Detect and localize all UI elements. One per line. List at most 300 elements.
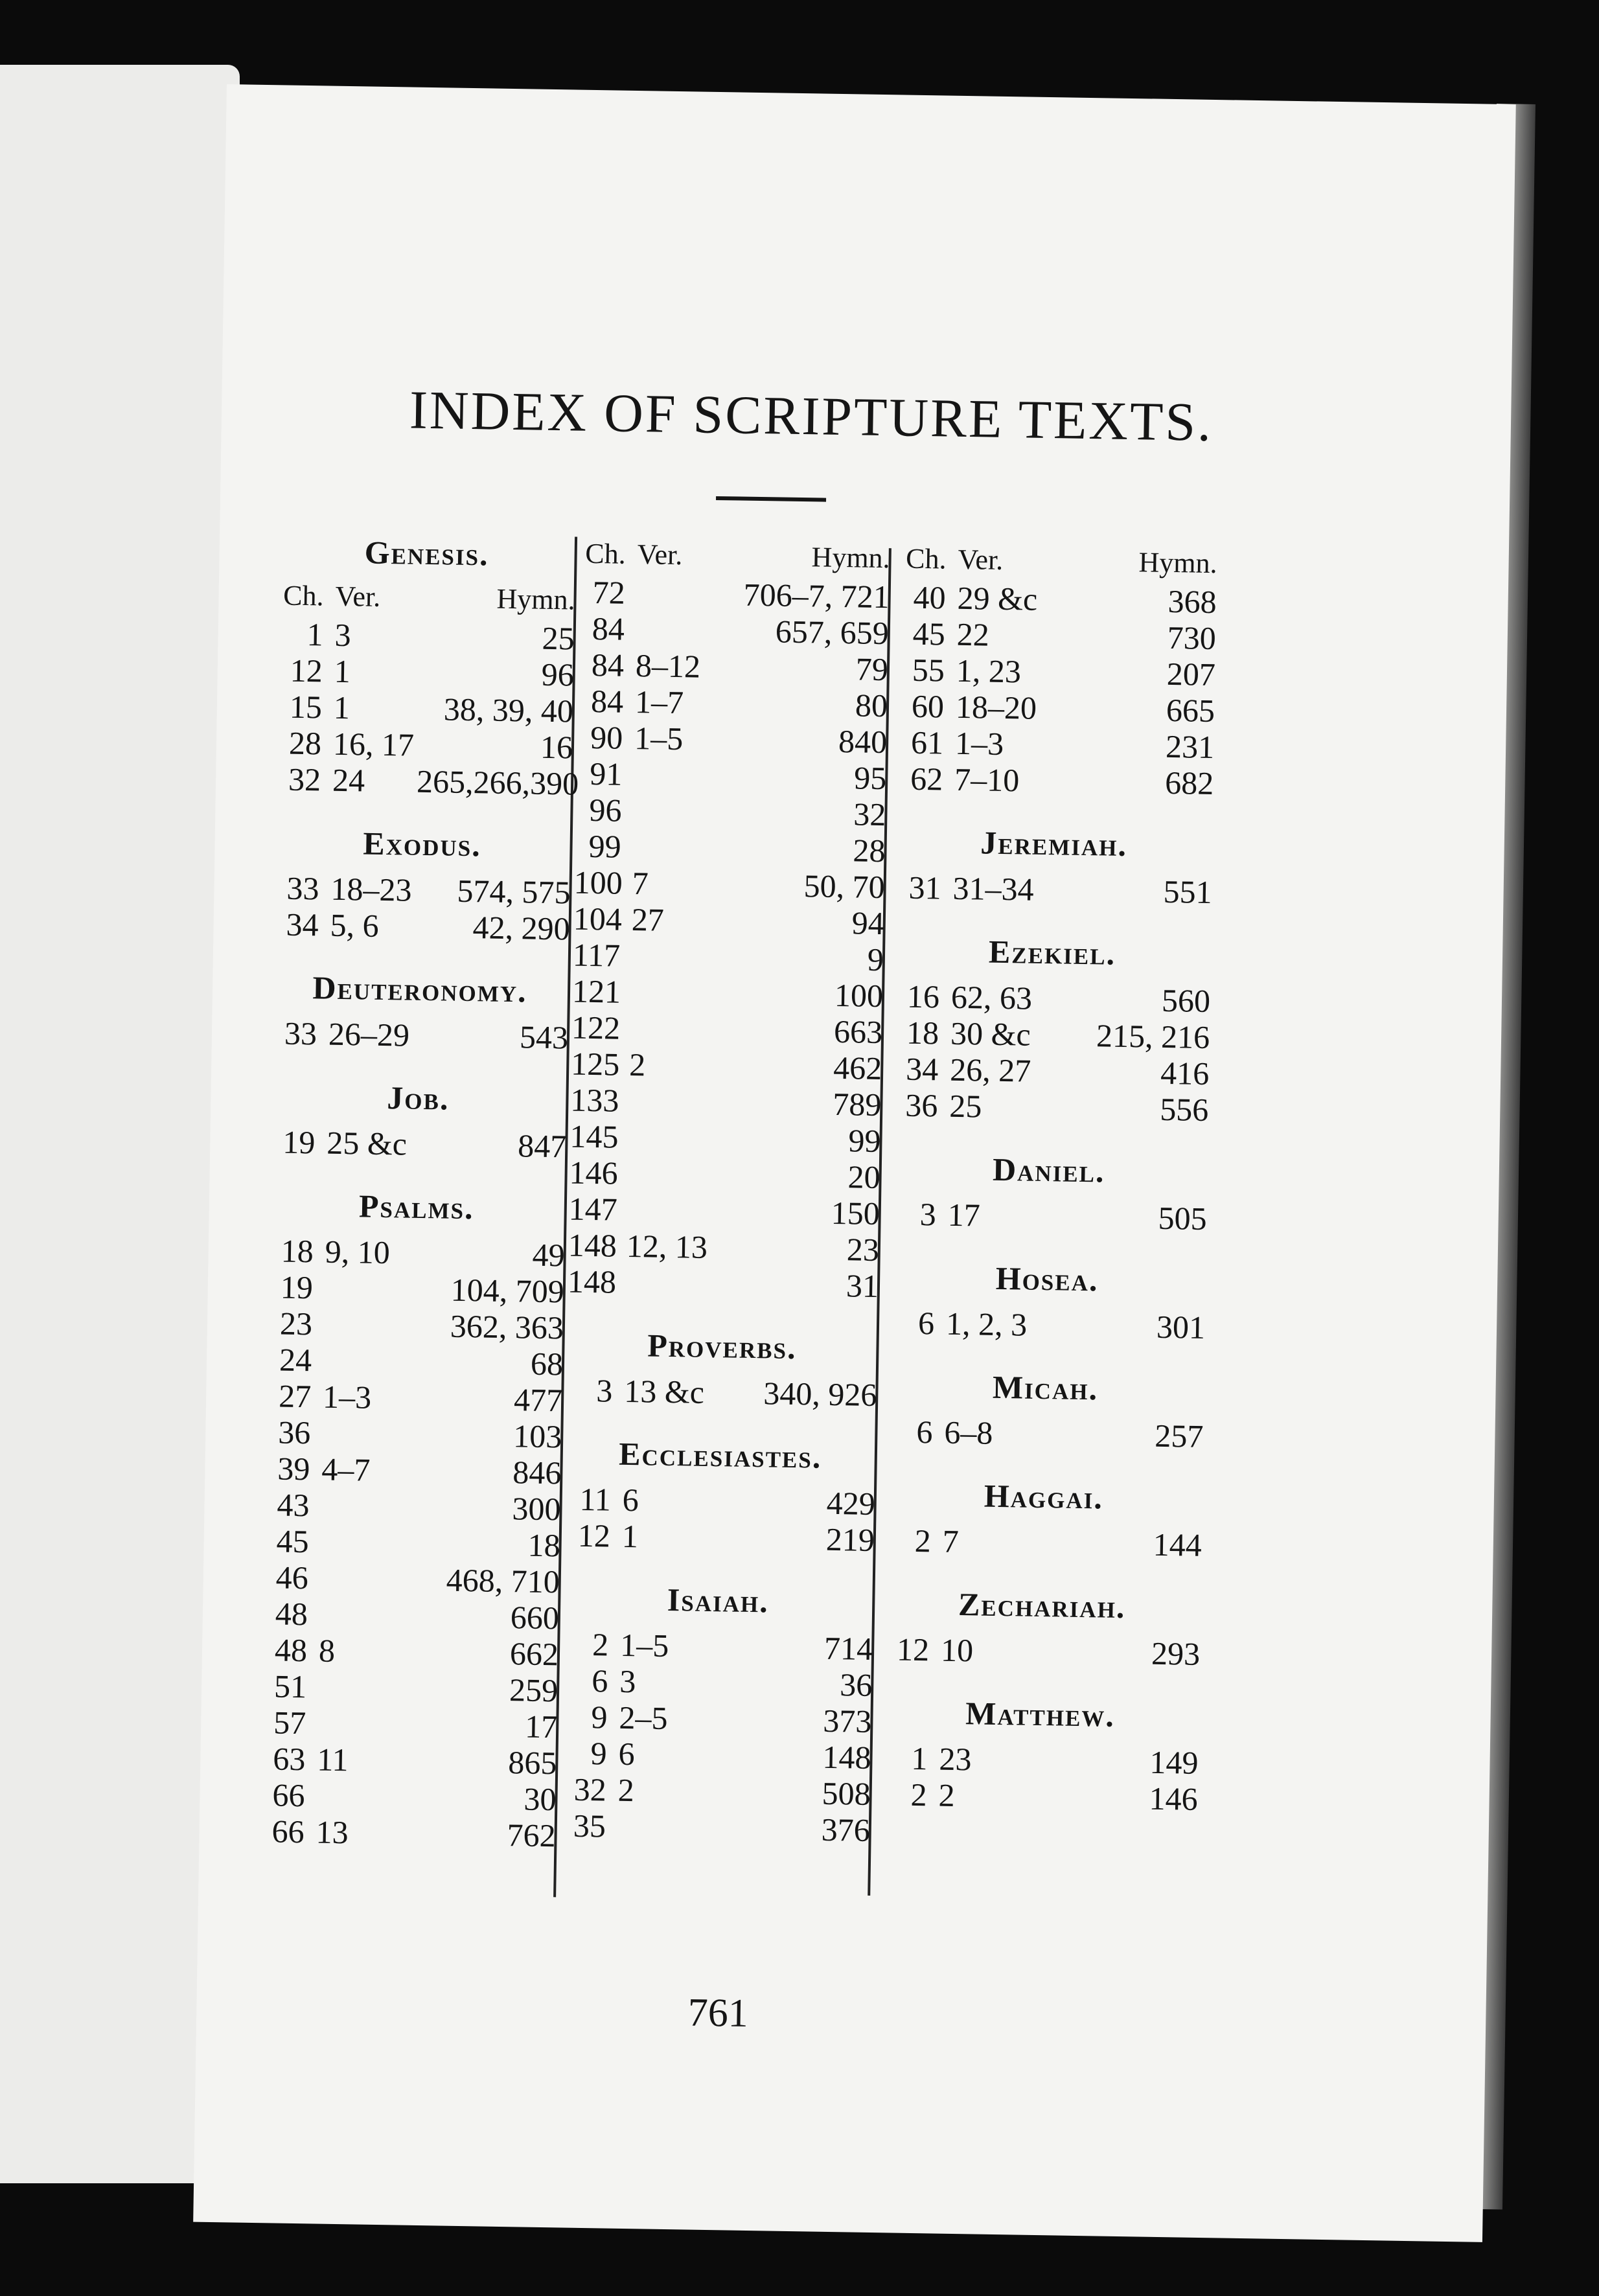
hymn-cell: 16 bbox=[540, 728, 573, 766]
verse-cell bbox=[319, 1596, 404, 1634]
index-row bbox=[568, 1191, 880, 1232]
header-ch: Ch. bbox=[584, 537, 627, 570]
hymn-cell: 231 bbox=[1165, 728, 1215, 766]
verse-cell: 4–7 bbox=[321, 1451, 371, 1488]
hymn-cell: 762 bbox=[507, 1817, 557, 1854]
index-row bbox=[892, 1050, 1210, 1092]
chapter-cell: 62 bbox=[910, 760, 943, 798]
chapter-cell: 6 bbox=[916, 1413, 933, 1451]
hymn-cell: 18 bbox=[527, 1526, 561, 1564]
index-row bbox=[260, 1631, 559, 1672]
index-row bbox=[886, 1413, 1204, 1454]
hymn-cell: 50, 70 bbox=[803, 867, 886, 906]
column-header-row bbox=[579, 537, 890, 575]
verse-cell: 1–5 bbox=[619, 1626, 669, 1664]
index-row bbox=[566, 1372, 877, 1413]
hymn-cell: 17 bbox=[524, 1708, 558, 1745]
title-rule bbox=[716, 496, 826, 502]
book-heading: Proverbs. bbox=[647, 1327, 798, 1366]
chapter-cell: 40 bbox=[913, 579, 947, 616]
verse-cell: 18–23 bbox=[330, 870, 412, 908]
chapter-cell: 2 bbox=[914, 1522, 932, 1559]
hymn-cell: 543 bbox=[519, 1018, 569, 1056]
verse-cell: 24 bbox=[332, 761, 365, 799]
chapter-cell: 91 bbox=[589, 755, 623, 792]
chapter-cell: 145 bbox=[569, 1118, 619, 1155]
chapter-cell: 100 bbox=[573, 864, 623, 901]
chapter-cell: 46 bbox=[275, 1559, 309, 1596]
hymn-cell: 665 bbox=[1166, 691, 1215, 729]
hymn-cell: 148 bbox=[822, 1738, 871, 1776]
index-row bbox=[260, 1595, 559, 1636]
verse-cell: 7 bbox=[942, 1522, 960, 1560]
hymn-cell: 149 bbox=[1149, 1743, 1199, 1781]
chapter-cell: 117 bbox=[572, 936, 621, 974]
verse-cell: 25 &c bbox=[326, 1124, 408, 1162]
book-heading: Job. bbox=[386, 1079, 450, 1117]
verse-cell: 12, 13 bbox=[626, 1227, 708, 1265]
chapter-cell: 96 bbox=[589, 791, 622, 829]
verse-cell: 7–10 bbox=[954, 761, 1020, 799]
verse-cell: 31–34 bbox=[952, 869, 1035, 908]
verse-cell bbox=[636, 611, 720, 649]
verse-cell: 8 bbox=[318, 1632, 336, 1669]
index-row bbox=[265, 1341, 564, 1382]
chapter-cell: 63 bbox=[272, 1740, 306, 1778]
index-row bbox=[563, 1517, 875, 1558]
chapter-cell: 90 bbox=[590, 718, 623, 756]
hymn-cell: 556 bbox=[1159, 1090, 1209, 1128]
index-column-1 bbox=[257, 532, 579, 1854]
index-row bbox=[884, 1522, 1202, 1563]
chapter-cell: 48 bbox=[275, 1595, 308, 1633]
index-row bbox=[258, 1776, 557, 1817]
book-heading: Psalms. bbox=[358, 1188, 475, 1226]
index-row bbox=[889, 1195, 1207, 1237]
chapter-cell: 12 bbox=[577, 1517, 611, 1554]
verse-cell bbox=[323, 1342, 408, 1380]
hymn-cell: 840 bbox=[838, 722, 888, 761]
page-title: INDEX OF SCRIPTURE TEXTS. bbox=[409, 380, 1214, 453]
hymn-cell: 846 bbox=[512, 1454, 562, 1491]
chapter-cell: 2 bbox=[910, 1776, 928, 1813]
hymn-cell: 560 bbox=[1161, 982, 1211, 1020]
hymn-cell: 32 bbox=[853, 796, 886, 833]
chapter-cell: 43 bbox=[277, 1486, 310, 1524]
hymn-cell: 42, 290 bbox=[472, 909, 571, 947]
verse-cell: 8–12 bbox=[635, 647, 701, 685]
verse-cell: 62, 63 bbox=[950, 978, 1033, 1016]
book-heading: Haggai. bbox=[984, 1477, 1104, 1516]
chapter-cell: 19 bbox=[280, 1269, 314, 1306]
hymn-cell: 660 bbox=[510, 1599, 560, 1636]
chapter-cell: 84 bbox=[591, 646, 625, 683]
hymn-cell: 468, 710 bbox=[446, 1561, 560, 1600]
chapter-cell: 147 bbox=[568, 1190, 618, 1228]
hymn-cell: 9 bbox=[867, 941, 884, 978]
verse-cell: 2–5 bbox=[619, 1699, 668, 1736]
index-row bbox=[897, 724, 1215, 765]
verse-cell bbox=[633, 792, 718, 830]
index-row bbox=[271, 906, 570, 947]
verse-cell bbox=[627, 1191, 711, 1229]
verse-cell: 23 bbox=[939, 1740, 972, 1778]
header-hymn: Hymn. bbox=[496, 582, 575, 616]
chapter-cell: 23 bbox=[279, 1305, 313, 1342]
chapter-cell: 39 bbox=[277, 1450, 310, 1487]
verse-cell bbox=[626, 1264, 711, 1302]
verse-cell: 7 bbox=[632, 864, 649, 902]
index-row bbox=[266, 1305, 564, 1346]
hymn-cell: 300 bbox=[512, 1490, 561, 1528]
chapter-cell: 3 bbox=[595, 1372, 613, 1409]
hymn-cell: 257 bbox=[1154, 1417, 1204, 1454]
index-row bbox=[892, 1014, 1210, 1055]
index-row bbox=[274, 761, 579, 802]
index-row bbox=[896, 760, 1214, 801]
hymn-cell: 68 bbox=[530, 1345, 564, 1383]
chapter-cell: 84 bbox=[592, 610, 625, 647]
chapter-cell: 84 bbox=[590, 682, 624, 720]
verse-cell: 6–8 bbox=[944, 1414, 993, 1451]
verse-cell: 29 &c bbox=[957, 579, 1038, 617]
chapter-cell: 34 bbox=[905, 1050, 939, 1088]
index-row bbox=[264, 1414, 562, 1454]
verse-cell: 2 bbox=[938, 1776, 956, 1813]
verse-cell bbox=[631, 937, 716, 975]
chapter-cell: 60 bbox=[911, 687, 945, 725]
hymn-cell: 31 bbox=[846, 1267, 879, 1305]
hymn-cell: 662 bbox=[509, 1635, 559, 1673]
verse-cell bbox=[324, 1270, 409, 1307]
hymn-cell: 150 bbox=[831, 1194, 880, 1232]
index-row bbox=[894, 869, 1212, 910]
verse-cell bbox=[627, 1155, 712, 1193]
hymn-cell: 99 bbox=[848, 1122, 881, 1160]
verse-cell: 26, 27 bbox=[949, 1051, 1031, 1089]
verse-cell: 1–7 bbox=[634, 683, 684, 721]
header-ver: Ver. bbox=[637, 538, 683, 571]
index-row bbox=[275, 688, 573, 729]
hymn-cell: 505 bbox=[1158, 1199, 1208, 1237]
book-heading: Hosea. bbox=[995, 1259, 1099, 1298]
hymn-cell: 96 bbox=[541, 656, 575, 693]
verse-cell: 26–29 bbox=[328, 1015, 410, 1053]
verse-cell bbox=[636, 575, 721, 612]
hymn-cell: 301 bbox=[1156, 1308, 1206, 1346]
index-row bbox=[577, 647, 889, 688]
hymn-cell: 207 bbox=[1166, 655, 1216, 693]
chapter-cell: 36 bbox=[277, 1414, 311, 1451]
verse-cell: 2 bbox=[628, 1046, 646, 1083]
hymn-cell: 265,266,390 bbox=[416, 763, 579, 802]
chapter-cell: 18 bbox=[906, 1014, 939, 1051]
chapter-cell: 32 bbox=[573, 1771, 607, 1808]
index-row bbox=[573, 864, 885, 906]
hymn-cell: 20 bbox=[847, 1158, 881, 1196]
index-row bbox=[568, 1263, 879, 1304]
verse-cell: 1–3 bbox=[322, 1378, 372, 1416]
hymn-cell: 25 bbox=[542, 619, 575, 657]
index-row bbox=[880, 1739, 1199, 1781]
index-row bbox=[576, 719, 888, 761]
chapter-cell: 33 bbox=[284, 1015, 317, 1052]
verse-cell: 17 bbox=[947, 1196, 981, 1234]
verse-cell bbox=[628, 1119, 713, 1156]
verse-cell: 1 bbox=[333, 689, 351, 726]
index-row bbox=[577, 610, 889, 652]
index-row bbox=[263, 1450, 562, 1491]
index-row bbox=[575, 792, 886, 833]
hymn-cell: 259 bbox=[509, 1671, 558, 1709]
chapter-cell: 1 bbox=[306, 616, 324, 653]
index-column-2 bbox=[558, 537, 890, 1848]
index-row bbox=[569, 1118, 881, 1160]
index-row bbox=[893, 978, 1211, 1019]
verse-cell bbox=[321, 1487, 406, 1525]
chapter-cell: 66 bbox=[272, 1776, 305, 1814]
hymn-cell: 293 bbox=[1151, 1635, 1201, 1672]
verse-cell bbox=[632, 829, 717, 866]
index-row bbox=[261, 1559, 560, 1600]
hymn-cell: 462 bbox=[833, 1049, 882, 1087]
verse-cell: 13 &c bbox=[623, 1372, 705, 1410]
index-row bbox=[575, 755, 887, 797]
hymn-cell: 730 bbox=[1167, 619, 1217, 657]
verse-cell bbox=[317, 1705, 402, 1743]
verse-cell: 6 bbox=[618, 1735, 636, 1773]
hymn-cell: 95 bbox=[853, 759, 887, 797]
chapter-cell: 15 bbox=[289, 688, 323, 726]
hymn-cell: 362, 363 bbox=[450, 1307, 564, 1346]
chapter-cell: 99 bbox=[588, 827, 622, 865]
chapter-cell: 45 bbox=[912, 615, 946, 652]
index-row bbox=[262, 1522, 560, 1563]
chapter-cell: 121 bbox=[571, 972, 621, 1010]
index-row bbox=[266, 1269, 564, 1309]
verse-cell bbox=[634, 756, 719, 794]
hymn-cell: 80 bbox=[855, 687, 888, 724]
index-row bbox=[880, 1776, 1198, 1817]
verse-cell: 18–20 bbox=[955, 688, 1037, 726]
index-row bbox=[561, 1662, 873, 1703]
hymn-cell: 657, 659 bbox=[775, 613, 890, 652]
hymn-cell: 103 bbox=[512, 1418, 562, 1455]
chapter-cell: 28 bbox=[288, 724, 322, 762]
hymn-cell: 706–7, 721 bbox=[743, 576, 890, 615]
chapter-cell: 12 bbox=[290, 652, 323, 689]
chapter-cell: 72 bbox=[592, 573, 626, 611]
index-row bbox=[262, 1486, 561, 1527]
book-heading: Exodus. bbox=[362, 825, 482, 864]
header-ver: Ver. bbox=[958, 543, 1004, 576]
chapter-cell: 3 bbox=[919, 1196, 937, 1233]
index-row bbox=[898, 615, 1216, 656]
chapter-cell: 9 bbox=[590, 1735, 608, 1772]
hymn-cell: 682 bbox=[1164, 764, 1214, 802]
verse-cell: 10 bbox=[940, 1631, 974, 1669]
header-ch: Ch. bbox=[282, 579, 324, 612]
verse-cell bbox=[322, 1415, 407, 1452]
chapter-cell: 12 bbox=[896, 1631, 930, 1668]
book-heading: Jeremiah. bbox=[980, 824, 1128, 863]
hymn-cell: 79 bbox=[855, 650, 889, 688]
chapter-cell: 35 bbox=[573, 1807, 606, 1844]
index-row bbox=[577, 683, 888, 724]
hymn-cell: 847 bbox=[517, 1127, 567, 1165]
chapter-cell: 55 bbox=[912, 651, 945, 689]
index-row bbox=[272, 869, 571, 910]
chapter-cell: 33 bbox=[286, 869, 319, 907]
chapter-cell: 48 bbox=[274, 1631, 308, 1669]
chapter-cell: 16 bbox=[906, 978, 940, 1015]
chapter-cell: 45 bbox=[276, 1522, 310, 1560]
hymn-cell: 144 bbox=[1153, 1526, 1202, 1563]
index-row bbox=[573, 937, 884, 978]
index-row bbox=[572, 973, 884, 1015]
hymn-cell: 574, 575 bbox=[457, 872, 571, 911]
chapter-cell: 24 bbox=[279, 1341, 312, 1379]
index-row bbox=[891, 1086, 1209, 1128]
index-row bbox=[570, 1082, 882, 1123]
verse-cell bbox=[316, 1778, 401, 1815]
book-heading: Isaiah. bbox=[667, 1581, 770, 1620]
verse-cell: 30 &c bbox=[950, 1015, 1031, 1053]
verse-cell: 2 bbox=[617, 1771, 635, 1809]
verse-cell bbox=[318, 1669, 403, 1706]
hymn-cell: 477 bbox=[513, 1381, 563, 1419]
hymn-cell: 340, 926 bbox=[763, 1375, 877, 1414]
index-row bbox=[562, 1625, 873, 1667]
chapter-cell: 133 bbox=[570, 1081, 619, 1119]
chapter-cell: 34 bbox=[286, 906, 319, 943]
index-row bbox=[564, 1480, 875, 1522]
hymn-cell: 100 bbox=[834, 976, 884, 1015]
index-row bbox=[574, 828, 886, 869]
header-hymn: Hymn. bbox=[1138, 546, 1217, 580]
chapter-cell: 19 bbox=[282, 1123, 316, 1161]
index-row bbox=[275, 652, 574, 693]
chapter-cell: 9 bbox=[591, 1699, 608, 1736]
hymn-cell: 508 bbox=[822, 1774, 871, 1812]
chapter-cell: 31 bbox=[908, 869, 942, 906]
hymn-cell: 49 bbox=[532, 1236, 566, 1274]
verse-cell: 1 bbox=[334, 652, 351, 690]
hymn-cell: 28 bbox=[853, 832, 886, 869]
hymn-cell: 94 bbox=[851, 904, 885, 942]
hymn-cell: 416 bbox=[1160, 1054, 1210, 1092]
hymn-cell: 215, 216 bbox=[1096, 1017, 1210, 1056]
verse-cell: 1–5 bbox=[634, 720, 684, 757]
index-row bbox=[259, 1740, 557, 1781]
verse-cell: 5, 6 bbox=[330, 906, 380, 944]
hymn-cell: 104, 709 bbox=[450, 1271, 565, 1310]
index-row bbox=[569, 1154, 880, 1196]
index-row bbox=[897, 651, 1215, 693]
index-row bbox=[882, 1631, 1201, 1672]
verse-cell: 1 bbox=[621, 1517, 639, 1555]
header-hymn: Hymn. bbox=[811, 541, 891, 575]
index-row bbox=[578, 574, 890, 615]
chapter-cell: 51 bbox=[273, 1668, 307, 1705]
chapter-cell: 122 bbox=[571, 1009, 621, 1046]
chapter-cell: 27 bbox=[278, 1377, 312, 1415]
chapter-cell: 57 bbox=[273, 1704, 306, 1741]
index-row bbox=[888, 1304, 1206, 1346]
hymn-cell: 714 bbox=[823, 1629, 873, 1667]
verse-cell: 3 bbox=[334, 616, 352, 654]
verse-cell bbox=[630, 1010, 715, 1048]
index-row bbox=[573, 901, 884, 942]
chapter-cell: 146 bbox=[569, 1154, 619, 1191]
chapter-cell: 61 bbox=[910, 724, 944, 761]
index-row bbox=[897, 687, 1215, 729]
index-row bbox=[558, 1807, 870, 1848]
header-ver: Ver. bbox=[335, 580, 381, 613]
chapter-cell: 6 bbox=[591, 1662, 608, 1699]
verse-cell: 9, 10 bbox=[325, 1233, 391, 1271]
verse-cell: 6 bbox=[622, 1481, 639, 1519]
hymn-cell: 429 bbox=[826, 1484, 876, 1522]
book-heading: Micah. bbox=[992, 1368, 1099, 1407]
book-heading: Matthew. bbox=[965, 1695, 1116, 1734]
verse-cell bbox=[630, 974, 715, 1011]
hymn-cell: 368 bbox=[1168, 582, 1217, 621]
index-row bbox=[571, 1046, 882, 1087]
index-row bbox=[275, 724, 573, 765]
index-row bbox=[266, 1232, 565, 1273]
hymn-cell: 38, 39, 40 bbox=[443, 691, 574, 729]
verse-cell bbox=[617, 1808, 702, 1846]
verse-cell: 27 bbox=[631, 901, 665, 938]
chapter-cell: 148 bbox=[567, 1263, 617, 1300]
chapter-cell: 125 bbox=[570, 1045, 620, 1083]
chapter-cell: 104 bbox=[573, 900, 623, 937]
chapter-cell: 11 bbox=[579, 1480, 612, 1518]
hymn-cell: 551 bbox=[1163, 873, 1213, 911]
page-number: 761 bbox=[687, 1990, 749, 2036]
chapter-cell: 36 bbox=[904, 1086, 938, 1124]
index-row bbox=[276, 615, 575, 656]
index-row bbox=[560, 1734, 871, 1776]
chapter-cell: 6 bbox=[917, 1305, 935, 1342]
verse-cell bbox=[628, 1083, 713, 1120]
chapter-cell: 18 bbox=[281, 1232, 314, 1270]
column-header-row bbox=[277, 579, 575, 616]
hymn-cell: 376 bbox=[821, 1811, 871, 1848]
index-row bbox=[259, 1704, 558, 1745]
verse-cell: 1, 23 bbox=[956, 652, 1022, 690]
chapter-cell: 32 bbox=[288, 761, 321, 798]
hymn-cell: 23 bbox=[846, 1231, 880, 1269]
book-heading: Genesis. bbox=[364, 534, 490, 573]
index-row bbox=[899, 579, 1217, 620]
book-heading: Zechariah. bbox=[958, 1586, 1126, 1625]
verse-cell: 22 bbox=[956, 615, 990, 653]
index-row bbox=[559, 1771, 871, 1812]
verse-cell bbox=[320, 1524, 405, 1561]
verse-cell: 16, 17 bbox=[332, 725, 415, 763]
chapter-cell: 2 bbox=[592, 1626, 609, 1663]
book-heading: Ezekiel. bbox=[988, 933, 1116, 972]
index-row bbox=[257, 1813, 556, 1854]
index-page bbox=[193, 84, 1516, 2242]
chapter-cell: 1 bbox=[911, 1739, 928, 1777]
hymn-cell: 789 bbox=[832, 1085, 882, 1123]
index-row bbox=[264, 1377, 563, 1418]
hymn-cell: 219 bbox=[825, 1521, 875, 1558]
hymn-cell: 865 bbox=[507, 1744, 557, 1782]
